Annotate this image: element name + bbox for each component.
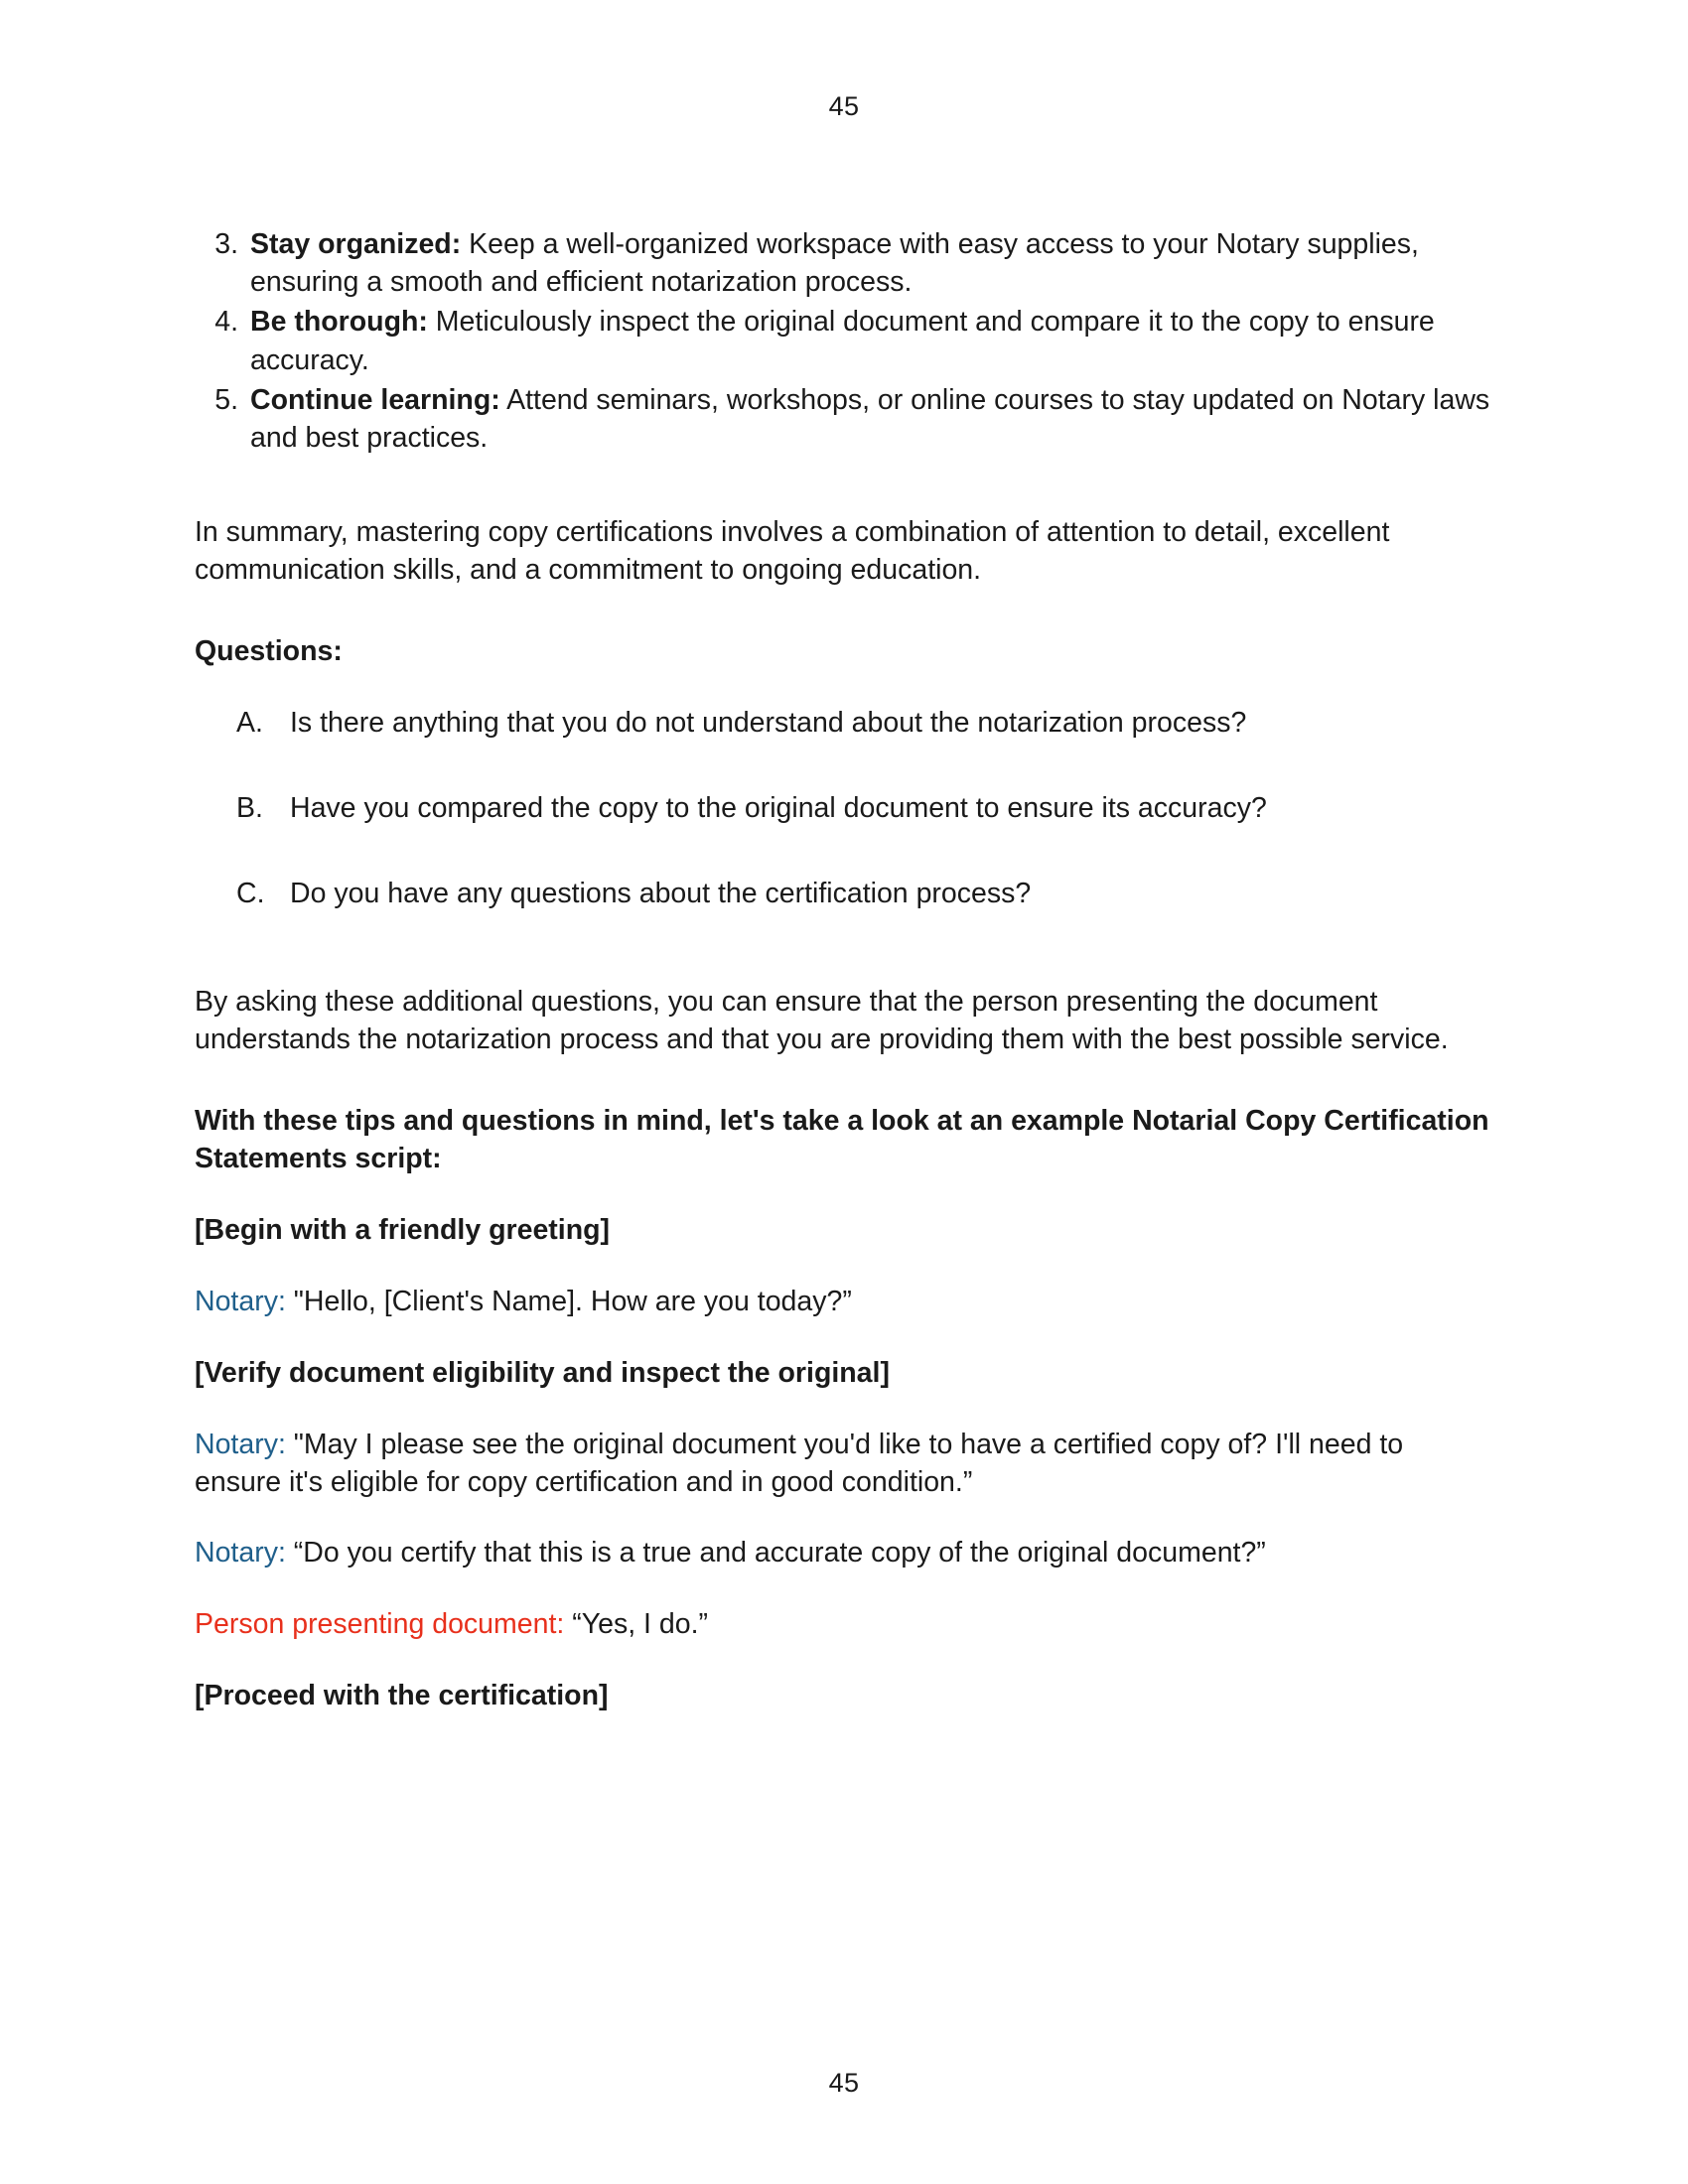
transition-paragraph: With these tips and questions in mind, let's take a look at an example Notarial Copy Certification Statements script: (195, 1105, 1489, 1175)
closing-paragraph: By asking these additional questions, you can ensure that the person presenting the document understands the notarization process and that you are providing them with the best possible service. (195, 986, 1449, 1056)
speaker-label-person: Person presenting document: (195, 1608, 565, 1641)
page-content (0, 225, 1688, 1715)
list-item (195, 705, 1493, 743)
tips-list (195, 225, 1493, 457)
script-line-text: "May I please see the original document you'd like to have a certified copy of? I'll need to ensure it's eligible for copy certification and in good condition.” (195, 1428, 1404, 1498)
script-line-text: "Hello, [Client's Name]. How are you today?” (285, 1285, 852, 1317)
questions-list (195, 705, 1493, 913)
script-line-1 (195, 1284, 1493, 1321)
list-marker: B. (236, 791, 263, 824)
summary-paragraph: In summary, mastering copy certifications involves a combination of attention to detail, excellent communication skills, and a commitment to ongoing education. (195, 516, 1390, 587)
script-line-2 (195, 1427, 1493, 1502)
list-item-lead: Continue learning: (250, 383, 500, 416)
speaker-label-notary: Notary: (195, 1428, 286, 1460)
speaker-label-notary: Notary: (195, 1285, 286, 1317)
list-item (195, 303, 1493, 378)
list-marker: 5. (214, 383, 238, 416)
list-item (195, 225, 1493, 301)
list-item-text: Keep a well-organized workspace with easy access to your Notary supplies, ensuring a smooth and efficient notarization process. (250, 228, 1419, 299)
script-section-heading-3: [Proceed with the certification] (195, 1680, 609, 1712)
script-line-text: “Yes, I do.” (564, 1608, 708, 1641)
page-number-bottom: 45 (828, 2068, 860, 2098)
list-item-text: Do you have any questions about the certification process? (290, 877, 1032, 909)
list-item-text: Have you compared the copy to the original document to ensure its accuracy? (290, 791, 1267, 824)
script-line-4 (195, 1606, 1493, 1644)
script-section-heading-1: [Begin with a friendly greeting] (195, 1214, 611, 1247)
list-item (195, 381, 1493, 457)
list-item-lead: Stay organized: (250, 228, 462, 260)
list-marker: C. (236, 877, 265, 909)
list-item-text: Is there anything that you do not understand about the notarization process? (290, 706, 1247, 739)
script-line-3 (195, 1535, 1493, 1572)
list-item-lead: Be thorough: (250, 306, 428, 339)
list-item-text: Meticulously inspect the original document and compare it to the copy to ensure accuracy. (250, 306, 1435, 376)
script-section-heading-2: [Verify document eligibility and inspect the original] (195, 1356, 890, 1389)
questions-heading: Questions: (195, 634, 343, 667)
list-item (195, 790, 1493, 828)
list-item-text: Attend seminars, workshops, or online courses to stay updated on Notary laws and best practices. (250, 383, 1490, 454)
list-item (195, 876, 1493, 913)
speaker-label-notary: Notary: (195, 1537, 286, 1570)
page-number-top: 45 (828, 91, 860, 121)
list-marker: 4. (214, 306, 238, 339)
script-line-text: “Do you certify that this is a true and accurate copy of the original document?” (285, 1537, 1266, 1570)
list-marker: A. (236, 706, 263, 739)
list-marker: 3. (214, 228, 238, 260)
